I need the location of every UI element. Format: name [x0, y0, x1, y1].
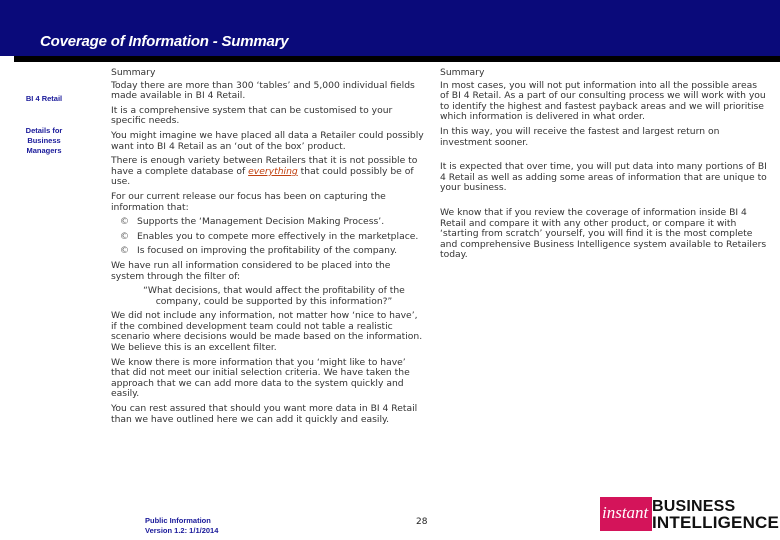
right-heading: Summary	[440, 67, 485, 78]
left-paragraph: You can rest assured that should you want more data in BI 4 Retail than we have outlined here we can add it quickly and easily.	[111, 403, 418, 425]
quote: “What decisions, that would affect the profitability of the company, could be supported by this information?”	[143, 285, 405, 307]
left-paragraph: Today there are more than 300 ‘tables’ and 5,000 individual fields made available in BI 4 Retail.	[111, 79, 415, 102]
bullet-item	[111, 232, 425, 243]
p4-before: There is enough variety between Retailers that it is not possible to have a complete database of	[111, 155, 418, 177]
left-paragraph: It is a comprehensive system that can be customised to your specific needs.	[111, 104, 393, 127]
header-band	[0, 0, 780, 62]
bullet-text: Is focused on improving the profitability of the company.	[137, 245, 398, 257]
left-paragraph: We did not include any information, not matter how ‘nice to have’, if the combined development team could not table a realistic scenario where decisions would be made based on the information. We believe this is an excellent filter.	[111, 310, 423, 354]
logo-instant-text: instant	[602, 503, 649, 522]
footer-info	[145, 516, 218, 536]
left-column	[111, 68, 425, 429]
bullet-marker-icon: ©	[119, 230, 129, 242]
footer-classification: Public Information	[145, 516, 211, 525]
left-paragraph: We have run all information considered to be placed into the system through the filter of:	[111, 259, 391, 282]
bullet-text: Supports the ‘Management Decision Making Process’.	[137, 216, 385, 228]
bullet-marker-icon: ©	[119, 245, 129, 257]
logo-business-text: BUSINESS	[652, 498, 736, 515]
left-paragraph-emphasis	[111, 156, 425, 188]
bullet-marker-icon: ©	[119, 216, 129, 228]
bullet-item	[111, 217, 425, 228]
sidebar-audience-label: Details for Business Managers	[25, 126, 63, 155]
company-logo	[600, 497, 780, 533]
right-paragraph: It is expected that over time, you will put data into many portions of BI 4 Retail as well as adding some areas of information that are unique to your business.	[440, 161, 767, 194]
left-paragraph: You might imagine we have placed all data a Retailer could possibly want into BI 4 Retail as an ‘out of the box’ product.	[111, 129, 424, 152]
footer-version: Version 1.2: 1/1/2014	[145, 526, 219, 535]
right-paragraph: We know that if you review the coverage of information inside BI 4 Retail and compare it with any other product, or compare it with ‘starting from scratch’ yourself, you will find it is the most complete and comprehensive Business Intelligence system available to Retailers today.	[440, 206, 767, 261]
right-paragraph: In this way, you will receive the fastest and largest return on investment sooner.	[440, 125, 720, 148]
page-title: Coverage of Information - Summary	[40, 33, 289, 50]
right-column	[440, 68, 768, 265]
left-paragraph: For our current release our focus has been on capturing the information that:	[111, 190, 386, 213]
left-heading: Summary	[111, 67, 156, 78]
page-number: 28	[416, 517, 428, 527]
everything-emphasis: everything	[248, 165, 298, 177]
bullet-item	[111, 246, 425, 257]
left-paragraph: We know there is more information that you ‘might like to have’ that did not meet our initial selection criteria. We have taken the approach that we can add more data to the system quickly and easily.	[111, 356, 410, 400]
header-shadow	[14, 56, 780, 62]
right-paragraph: In most cases, you will not put information into all the possible areas of BI 4 Retail. As a part of our consulting process we will work with you to identify the highest and fastest payback areas and we will prioritise which information is delivered in what order.	[440, 79, 766, 123]
p4-after: that could possibly be of use.	[111, 165, 414, 188]
sidebar-product-label: BI 4 Retail	[25, 94, 63, 103]
logo-intelligence-text: INTELLIGENCE	[652, 513, 780, 532]
bullet-text: Enables you to compete more effectively in the marketplace.	[137, 230, 419, 242]
